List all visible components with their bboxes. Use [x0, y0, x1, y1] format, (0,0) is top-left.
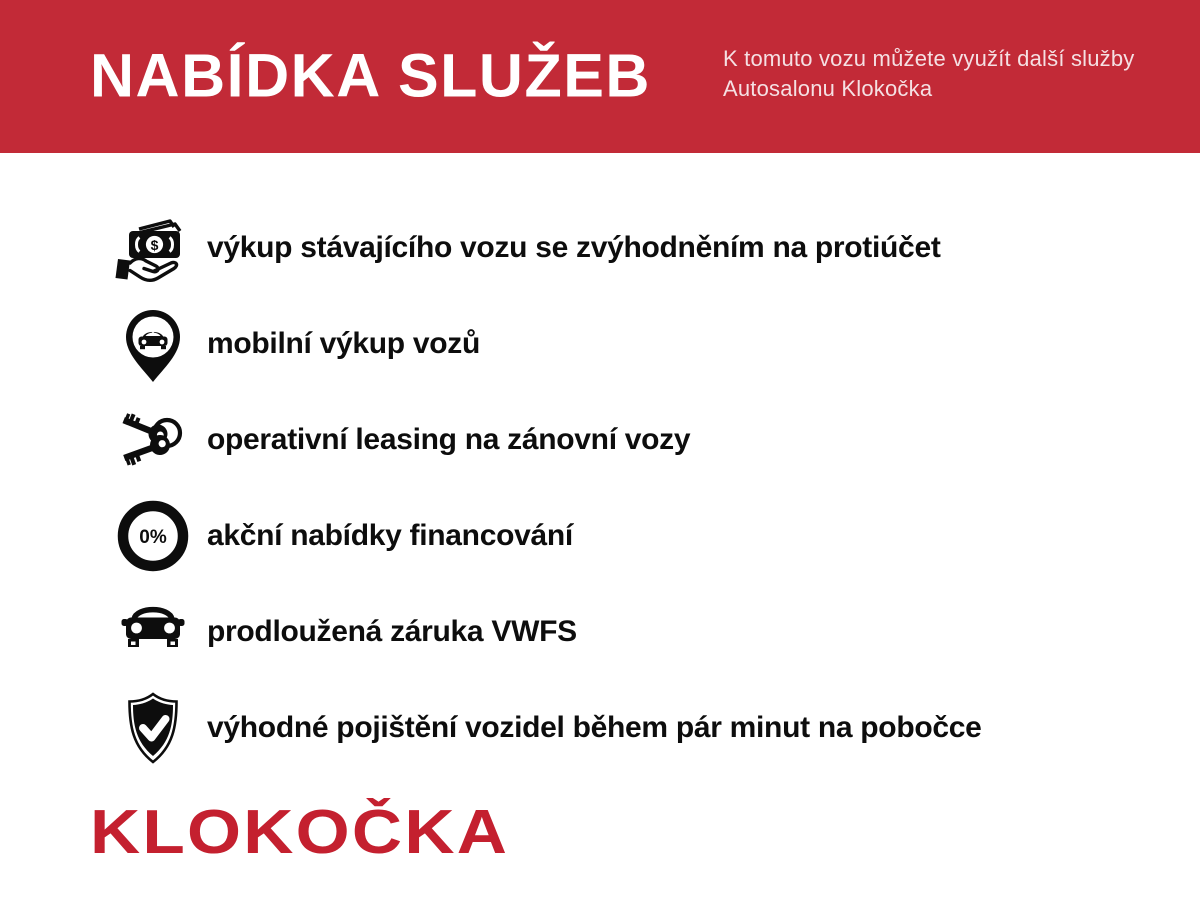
list-item	[113, 584, 1200, 680]
service-label: operativní leasing na zánovní vozy	[207, 423, 691, 456]
car-front-icon	[113, 591, 193, 673]
svg-text:$: $	[150, 237, 159, 253]
zero-percent-text: 0%	[139, 527, 167, 548]
car-location-pin-icon	[113, 303, 193, 385]
cash-in-hand-icon	[113, 207, 193, 289]
shield-check-icon	[113, 687, 193, 769]
car-keys-icon	[113, 399, 193, 481]
list-item	[113, 488, 1200, 584]
service-label: akční nabídky financování	[207, 519, 573, 552]
page-title: NABÍDKA SLUŽEB	[90, 41, 651, 110]
service-label: prodloužená záruka VWFS	[207, 615, 577, 648]
service-list	[0, 153, 1200, 776]
header-note	[723, 44, 1153, 104]
service-label: mobilní výkup vozů	[207, 327, 480, 360]
header-note-line1: K tomuto vozu můžete využít další služby	[723, 46, 1135, 71]
header-banner	[0, 0, 1200, 153]
service-label: výhodné pojištění vozidel během pár minut na pobočce	[207, 711, 982, 744]
list-item	[113, 680, 1200, 776]
list-item	[113, 200, 1200, 296]
footer	[0, 776, 1200, 868]
service-label: výkup stávajícího vozu se zvýhodněním na protiúčet	[207, 231, 941, 264]
klokocka-logo: KLOKOČKA	[90, 798, 510, 867]
zero-percent-icon	[113, 495, 193, 577]
list-item	[113, 296, 1200, 392]
list-item	[113, 392, 1200, 488]
header-note-line2: Autosalonu Klokočka	[723, 76, 933, 101]
